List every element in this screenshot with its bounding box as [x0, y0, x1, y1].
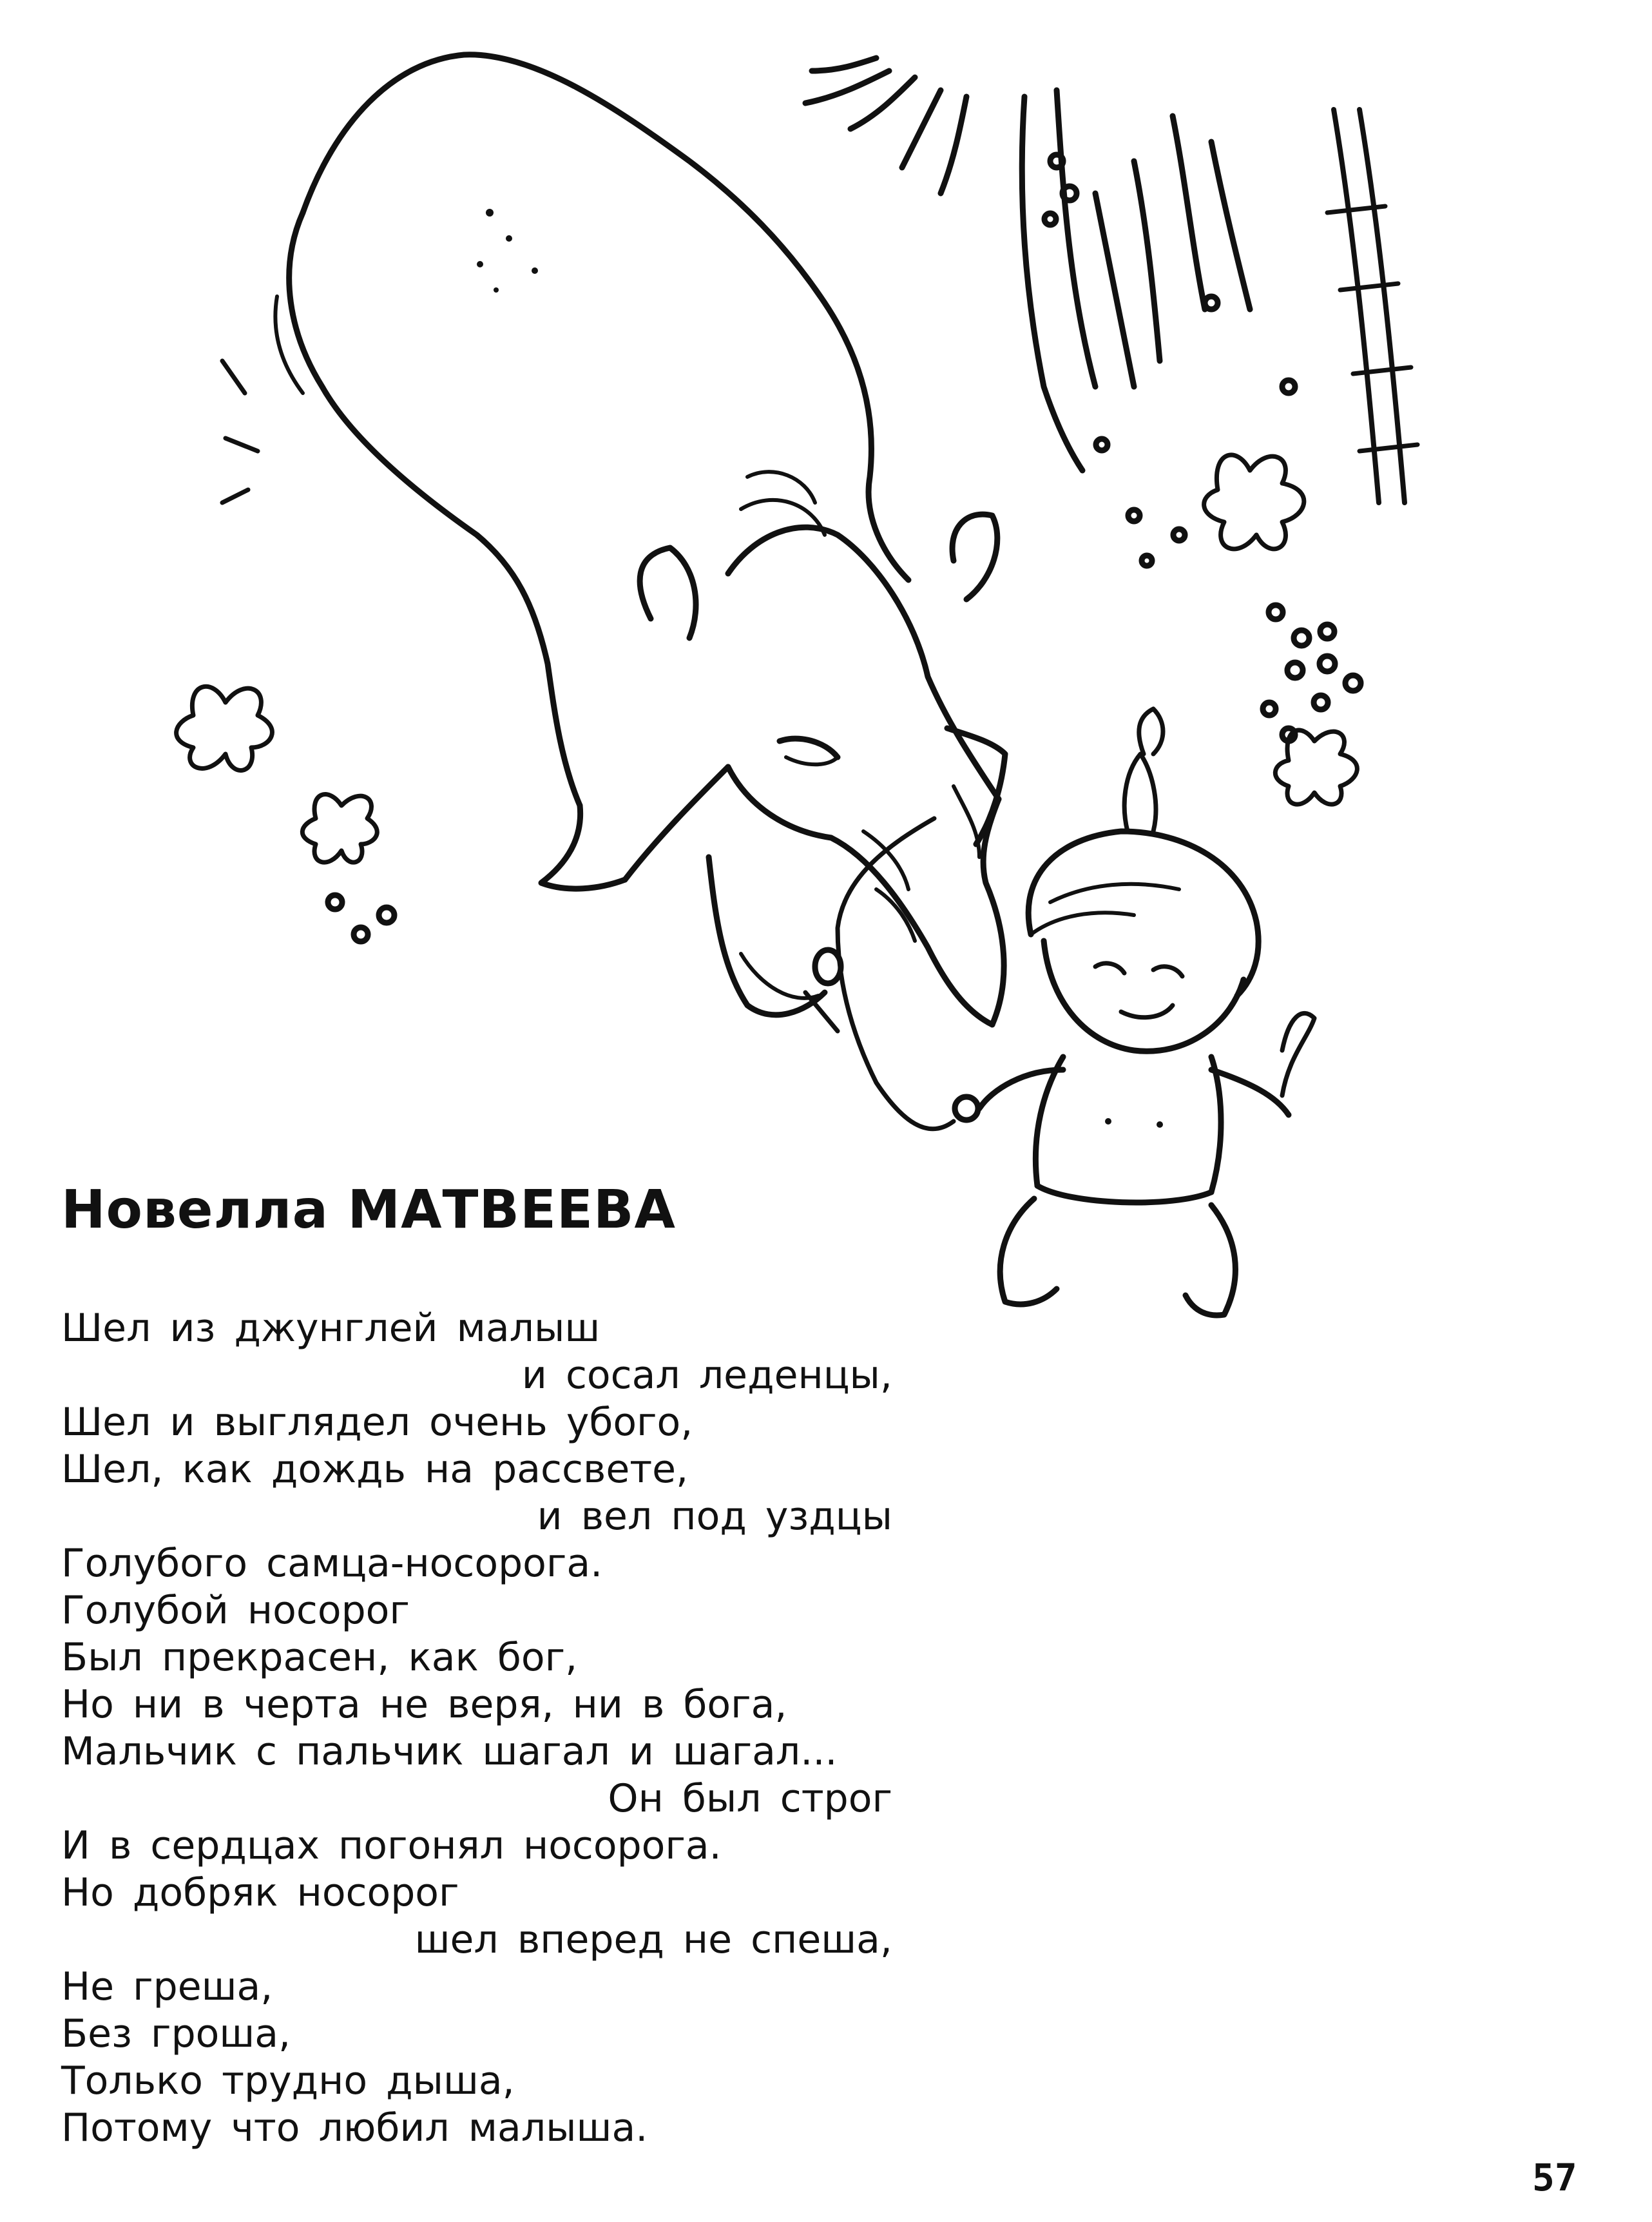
poem-line: Шел и выглядел очень убого, — [61, 1400, 693, 1445]
poem-line: Голубого самца-носорога. — [61, 1541, 603, 1586]
poem-text — [61, 1305, 892, 2152]
poem-line: Мальчик с пальчик шагал и шагал... — [61, 1729, 838, 1774]
poem-line: И в сердцах погонял носорога. — [61, 1823, 722, 1868]
boy-drawing — [955, 709, 1314, 1315]
page-number: 57 — [1532, 2156, 1577, 2199]
poem-line: Но добряк носорог — [61, 1870, 459, 1915]
rhinoceros-drawing — [222, 55, 1005, 1129]
poem-line: Не греша, — [61, 1964, 273, 2009]
poem-line: Без гроша, — [61, 2011, 291, 2056]
poem-line: Был прекрасен, как бог, — [61, 1635, 578, 1680]
jungle-plants-drawing — [805, 58, 1417, 503]
flowers-and-dots-drawing — [177, 155, 1361, 942]
author-name: Новелла МАТВЕЕВА — [61, 1179, 676, 1241]
poem-line: Голубой носорог — [61, 1588, 410, 1633]
poem-line: Шел из джунглей малыш — [61, 1306, 600, 1351]
poem-line: Но ни в черта не веря, ни в бога, — [61, 1682, 787, 1727]
poem-line: и сосал леденцы, — [521, 1353, 892, 1398]
poem-line: и вел под уздцы — [537, 1494, 892, 1539]
poem-line: шел вперед не спеша, — [414, 1917, 892, 1962]
poem-line: Потому что любил малыша. — [61, 2105, 648, 2150]
poem-line: Только трудно дыша, — [61, 2058, 515, 2103]
poem-line: Шел, как дождь на рассвете, — [61, 1447, 689, 1492]
poem-line: Он был строг — [608, 1776, 892, 1821]
